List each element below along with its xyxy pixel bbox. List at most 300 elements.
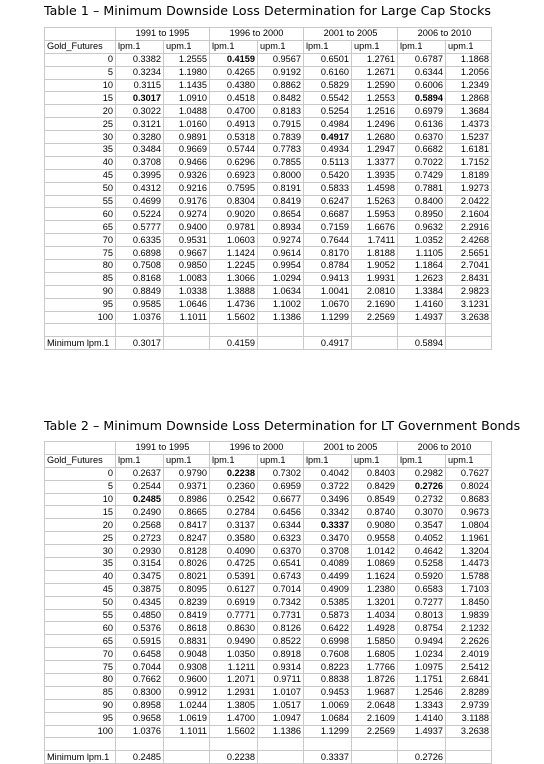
lpm-cell: 0.4699 — [116, 195, 164, 208]
upm-cell: 1.7766 — [352, 661, 398, 674]
empty-cell — [210, 324, 258, 337]
lpm-cell: 0.3484 — [116, 144, 164, 157]
lpm-cell: 0.6370 — [398, 131, 446, 144]
lpm-cell: 0.9453 — [304, 686, 352, 699]
gold-futures-cell: 100 — [45, 311, 116, 324]
minimum-lpm-cell: 0.3017 — [116, 337, 164, 350]
lpm-cell: 0.4499 — [304, 570, 352, 583]
upm-column-header: upm.1 — [446, 40, 492, 53]
upm-cell: 1.9273 — [446, 182, 492, 195]
lpm-cell: 0.4090 — [210, 545, 258, 558]
lpm-cell: 0.2637 — [116, 467, 164, 480]
period-header: 2001 to 2005 — [304, 442, 398, 455]
upm-cell: 1.2056 — [446, 66, 492, 79]
lpm-cell: 0.6979 — [398, 105, 446, 118]
upm-cell: 1.2553 — [352, 92, 398, 105]
gold-futures-cell: 0 — [45, 467, 116, 480]
table-row — [45, 661, 492, 674]
lpm-cell: 1.4160 — [398, 298, 446, 311]
lpm-cell: 0.8630 — [210, 622, 258, 635]
table-row — [45, 674, 492, 687]
lpm-cell: 1.0350 — [210, 648, 258, 661]
empty-cell — [352, 337, 398, 350]
upm-cell: 0.8618 — [164, 622, 210, 635]
lpm-cell: 0.8300 — [116, 686, 164, 699]
minimum-label: Minimum lpm.1 — [45, 751, 116, 764]
lpm-cell: 0.3475 — [116, 570, 164, 583]
empty-cell — [258, 738, 304, 751]
lpm-cell: 0.8950 — [398, 208, 446, 221]
upm-cell: 1.0910 — [164, 92, 210, 105]
minimum-lpm-cell: 0.2238 — [210, 751, 258, 764]
empty-cell — [45, 738, 116, 751]
upm-cell: 0.9558 — [352, 532, 398, 545]
lpm-cell: 0.7022 — [398, 156, 446, 169]
upm-cell: 0.8419 — [258, 195, 304, 208]
gold-futures-cell: 80 — [45, 260, 116, 273]
table-row — [45, 583, 492, 596]
upm-cell: 1.1624 — [352, 570, 398, 583]
lpm-cell: 0.5258 — [398, 558, 446, 571]
table-row — [45, 622, 492, 635]
lpm-cell: 0.6136 — [398, 118, 446, 131]
period-header: 2001 to 2005 — [304, 28, 398, 41]
lpm-cell: 0.6682 — [398, 144, 446, 157]
lpm-cell: 0.4052 — [398, 532, 446, 545]
upm-cell: 2.7041 — [446, 260, 492, 273]
upm-cell: 0.9274 — [164, 208, 210, 221]
gold-futures-cell: 30 — [45, 131, 116, 144]
empty-cell — [352, 738, 398, 751]
lpm-cell: 0.2723 — [116, 532, 164, 545]
lpm-cell: 1.0975 — [398, 661, 446, 674]
upm-cell: 1.3201 — [352, 596, 398, 609]
minimum-lpm-cell: 0.2485 — [116, 751, 164, 764]
lpm-cell: 0.3121 — [116, 118, 164, 131]
empty-cell — [446, 738, 492, 751]
table-row — [45, 195, 492, 208]
upm-cell: 1.0338 — [164, 285, 210, 298]
lpm-cell: 0.8170 — [304, 247, 352, 260]
upm-cell: 1.2671 — [352, 66, 398, 79]
upm-cell: 2.4268 — [446, 234, 492, 247]
upm-cell: 1.1002 — [258, 298, 304, 311]
minimum-lpm-cell: 0.4159 — [210, 337, 258, 350]
upm-cell: 0.9891 — [164, 131, 210, 144]
upm-cell: 0.9308 — [164, 661, 210, 674]
upm-cell: 0.9667 — [164, 247, 210, 260]
upm-cell: 0.8095 — [164, 583, 210, 596]
upm-cell: 2.8431 — [446, 272, 492, 285]
lpm-cell: 0.7595 — [210, 182, 258, 195]
lpm-cell: 0.5376 — [116, 622, 164, 635]
upm-cell: 2.5412 — [446, 661, 492, 674]
upm-cell: 1.5788 — [446, 570, 492, 583]
lpm-cell: 0.4265 — [210, 66, 258, 79]
upm-cell: 0.9326 — [164, 169, 210, 182]
upm-cell: 0.8549 — [352, 493, 398, 506]
upm-cell: 0.6344 — [258, 519, 304, 532]
upm-cell: 1.6181 — [446, 144, 492, 157]
table-2-title: Table 2 – Minimum Downside Loss Determination for LT Government Bonds — [44, 418, 521, 433]
upm-cell: 0.9192 — [258, 66, 304, 79]
upm-cell: 0.8239 — [164, 596, 210, 609]
upm-column-header: upm.1 — [258, 454, 304, 467]
lpm-cell: 0.6006 — [398, 79, 446, 92]
upm-cell: 0.8403 — [352, 467, 398, 480]
upm-cell: 1.6805 — [352, 648, 398, 661]
lpm-cell: 0.3137 — [210, 519, 258, 532]
lpm-cell: 1.5602 — [210, 725, 258, 738]
upm-cell: 1.4473 — [446, 558, 492, 571]
upm-cell: 0.6323 — [258, 532, 304, 545]
lpm-cell: 0.3875 — [116, 583, 164, 596]
table-row — [45, 105, 492, 118]
table-row — [45, 467, 492, 480]
lpm-cell: 0.6919 — [210, 596, 258, 609]
lpm-cell: 0.8400 — [398, 195, 446, 208]
table-row — [45, 92, 492, 105]
column-header-row — [45, 454, 492, 467]
upm-cell: 1.0244 — [164, 699, 210, 712]
table-row — [45, 686, 492, 699]
upm-column-header: upm.1 — [446, 454, 492, 467]
gold-futures-cell: 70 — [45, 648, 116, 661]
upm-cell: 0.8831 — [164, 635, 210, 648]
upm-cell: 2.0648 — [352, 699, 398, 712]
lpm-cell: 0.6998 — [304, 635, 352, 648]
lpm-cell: 0.5542 — [304, 92, 352, 105]
lpm-cell: 0.3722 — [304, 480, 352, 493]
upm-cell: 0.9600 — [164, 674, 210, 687]
gold-futures-cell: 75 — [45, 661, 116, 674]
table-row — [45, 480, 492, 493]
gold-futures-cell: 95 — [45, 298, 116, 311]
upm-cell: 0.8417 — [164, 519, 210, 532]
gold-futures-cell: 65 — [45, 221, 116, 234]
lpm-column-header: lpm.1 — [398, 40, 446, 53]
upm-cell: 1.1386 — [258, 311, 304, 324]
gold-futures-cell: 15 — [45, 92, 116, 105]
upm-cell: 0.7731 — [258, 609, 304, 622]
lpm-cell: 0.8849 — [116, 285, 164, 298]
upm-cell: 2.5651 — [446, 247, 492, 260]
period-header-row — [45, 442, 492, 455]
gold-futures-cell: 65 — [45, 635, 116, 648]
empty-cell — [398, 738, 446, 751]
empty-cell — [116, 738, 164, 751]
upm-cell: 0.8024 — [446, 480, 492, 493]
lpm-cell: 0.5777 — [116, 221, 164, 234]
upm-cell: 0.9080 — [352, 519, 398, 532]
lpm-cell: 1.2931 — [210, 686, 258, 699]
upm-cell: 0.9274 — [258, 234, 304, 247]
upm-cell: 0.7302 — [258, 467, 304, 480]
upm-cell: 0.6541 — [258, 558, 304, 571]
upm-cell: 0.9216 — [164, 182, 210, 195]
minimum-row — [45, 751, 492, 764]
empty-cell — [258, 324, 304, 337]
upm-cell: 1.1011 — [164, 725, 210, 738]
gold-futures-cell: 50 — [45, 182, 116, 195]
upm-cell: 0.9400 — [164, 221, 210, 234]
upm-cell: 0.7855 — [258, 156, 304, 169]
table-row — [45, 648, 492, 661]
upm-cell: 1.0947 — [258, 712, 304, 725]
gold-futures-cell: 75 — [45, 247, 116, 260]
lpm-cell: 1.2071 — [210, 674, 258, 687]
table-row — [45, 596, 492, 609]
table-row — [45, 144, 492, 157]
lpm-cell: 0.4518 — [210, 92, 258, 105]
lpm-cell: 1.0352 — [398, 234, 446, 247]
upm-cell: 1.8450 — [446, 596, 492, 609]
lpm-cell: 0.5744 — [210, 144, 258, 157]
upm-cell: 0.7839 — [258, 131, 304, 144]
lpm-cell: 1.0234 — [398, 648, 446, 661]
upm-cell: 2.9739 — [446, 699, 492, 712]
upm-cell: 1.3935 — [352, 169, 398, 182]
upm-cell: 1.5263 — [352, 195, 398, 208]
table-row — [45, 570, 492, 583]
lpm-cell: 0.5894 — [398, 92, 446, 105]
upm-cell: 0.9711 — [258, 674, 304, 687]
lpm-cell: 0.7508 — [116, 260, 164, 273]
upm-cell: 1.2680 — [352, 131, 398, 144]
minimum-row — [45, 337, 492, 350]
upm-cell: 1.2761 — [352, 53, 398, 66]
lpm-cell: 0.3070 — [398, 506, 446, 519]
minimum-lpm-cell: 0.3337 — [304, 751, 352, 764]
lpm-cell: 0.6501 — [304, 53, 352, 66]
lpm-cell: 0.6923 — [210, 169, 258, 182]
period-header: 1991 to 1995 — [116, 442, 210, 455]
lpm-cell: 0.4913 — [210, 118, 258, 131]
lpm-cell: 0.8784 — [304, 260, 352, 273]
upm-column-header: upm.1 — [258, 40, 304, 53]
upm-cell: 1.3684 — [446, 105, 492, 118]
lpm-cell: 0.8223 — [304, 661, 352, 674]
empty-cell — [446, 324, 492, 337]
lpm-cell: 0.8304 — [210, 195, 258, 208]
lpm-cell: 0.6335 — [116, 234, 164, 247]
upm-cell: 1.5953 — [352, 208, 398, 221]
upm-cell: 3.2638 — [446, 311, 492, 324]
upm-cell: 0.8191 — [258, 182, 304, 195]
upm-cell: 0.8128 — [164, 545, 210, 558]
lpm-cell: 1.0603 — [210, 234, 258, 247]
table-row — [45, 545, 492, 558]
lpm-cell: 0.3017 — [116, 92, 164, 105]
upm-cell: 1.5237 — [446, 131, 492, 144]
upm-cell: 1.4598 — [352, 182, 398, 195]
lpm-cell: 0.3342 — [304, 506, 352, 519]
upm-cell: 0.9314 — [258, 661, 304, 674]
lpm-cell: 0.4700 — [210, 105, 258, 118]
lpm-cell: 0.6247 — [304, 195, 352, 208]
table-row — [45, 247, 492, 260]
lpm-cell: 0.3496 — [304, 493, 352, 506]
gold-futures-cell: 10 — [45, 493, 116, 506]
upm-cell: 1.0517 — [258, 699, 304, 712]
upm-cell: 0.8429 — [352, 480, 398, 493]
upm-cell: 1.5850 — [352, 635, 398, 648]
lpm-cell: 0.6344 — [398, 66, 446, 79]
lpm-cell: 1.2546 — [398, 686, 446, 699]
upm-cell: 2.1690 — [352, 298, 398, 311]
lpm-cell: 0.8754 — [398, 622, 446, 635]
upm-cell: 1.2516 — [352, 105, 398, 118]
upm-cell: 1.0634 — [258, 285, 304, 298]
upm-cell: 1.4034 — [352, 609, 398, 622]
upm-cell: 2.1604 — [446, 208, 492, 221]
upm-cell: 1.2555 — [164, 53, 210, 66]
upm-cell: 0.9466 — [164, 156, 210, 169]
table-1 — [44, 27, 492, 350]
lpm-cell: 1.2623 — [398, 272, 446, 285]
lpm-cell: 1.0041 — [304, 285, 352, 298]
gold-futures-cell: 95 — [45, 712, 116, 725]
lpm-cell: 0.9413 — [304, 272, 352, 285]
table-row — [45, 131, 492, 144]
upm-cell: 1.9052 — [352, 260, 398, 273]
upm-cell: 0.6743 — [258, 570, 304, 583]
table-row — [45, 558, 492, 571]
gold-futures-cell: 80 — [45, 674, 116, 687]
minimum-label: Minimum lpm.1 — [45, 337, 116, 350]
empty-cell — [352, 324, 398, 337]
upm-cell: 0.8654 — [258, 208, 304, 221]
upm-cell: 2.2626 — [446, 635, 492, 648]
lpm-cell: 0.8958 — [116, 699, 164, 712]
lpm-cell: 1.1105 — [398, 247, 446, 260]
upm-cell: 1.8726 — [352, 674, 398, 687]
gold-futures-cell: 40 — [45, 156, 116, 169]
empty-cell — [210, 738, 258, 751]
table-2 — [44, 441, 492, 764]
lpm-cell: 0.5915 — [116, 635, 164, 648]
upm-cell: 2.8289 — [446, 686, 492, 699]
table-row — [45, 532, 492, 545]
upm-cell: 0.8986 — [164, 493, 210, 506]
row-header-label: Gold_Futures — [45, 454, 116, 467]
upm-cell: 1.7103 — [446, 583, 492, 596]
upm-cell: 1.6676 — [352, 221, 398, 234]
gold-futures-cell: 70 — [45, 234, 116, 247]
upm-cell: 0.7915 — [258, 118, 304, 131]
lpm-cell: 1.4140 — [398, 712, 446, 725]
lpm-cell: 0.3337 — [304, 519, 352, 532]
upm-cell: 0.9912 — [164, 686, 210, 699]
lpm-cell: 0.3708 — [304, 545, 352, 558]
upm-cell: 0.8665 — [164, 506, 210, 519]
upm-cell: 1.0488 — [164, 105, 210, 118]
row-header-label: Gold_Futures — [45, 40, 116, 53]
empty-cell — [164, 337, 210, 350]
table-row — [45, 234, 492, 247]
upm-cell: 1.3377 — [352, 156, 398, 169]
upm-cell: 3.1188 — [446, 712, 492, 725]
upm-cell: 3.1231 — [446, 298, 492, 311]
lpm-cell: 0.5254 — [304, 105, 352, 118]
lpm-cell: 0.3234 — [116, 66, 164, 79]
spacer-row — [45, 738, 492, 751]
lpm-cell: 1.0684 — [304, 712, 352, 725]
table-row — [45, 260, 492, 273]
lpm-cell: 0.7277 — [398, 596, 446, 609]
spacer-row — [45, 324, 492, 337]
lpm-cell: 0.5420 — [304, 169, 352, 182]
lpm-cell: 0.7662 — [116, 674, 164, 687]
table-row — [45, 182, 492, 195]
table-row — [45, 66, 492, 79]
lpm-cell: 0.4917 — [304, 131, 352, 144]
empty-cell — [45, 324, 116, 337]
minimum-lpm-cell: 0.2726 — [398, 751, 446, 764]
lpm-cell: 0.3580 — [210, 532, 258, 545]
lpm-cell: 0.7771 — [210, 609, 258, 622]
lpm-cell: 1.3888 — [210, 285, 258, 298]
lpm-cell: 1.3343 — [398, 699, 446, 712]
lpm-cell: 0.4042 — [304, 467, 352, 480]
lpm-cell: 0.8013 — [398, 609, 446, 622]
lpm-cell: 1.4937 — [398, 311, 446, 324]
upm-cell: 1.0142 — [352, 545, 398, 558]
upm-cell: 0.8934 — [258, 221, 304, 234]
lpm-cell: 0.3154 — [116, 558, 164, 571]
table-row — [45, 156, 492, 169]
upm-cell: 0.9954 — [258, 260, 304, 273]
upm-cell: 1.4373 — [446, 118, 492, 131]
empty-cell — [164, 324, 210, 337]
lpm-cell: 0.4089 — [304, 558, 352, 571]
upm-cell: 0.9176 — [164, 195, 210, 208]
table-row — [45, 519, 492, 532]
lpm-cell: 1.0376 — [116, 311, 164, 324]
upm-cell: 1.2349 — [446, 79, 492, 92]
empty-cell — [446, 751, 492, 764]
lpm-cell: 0.6687 — [304, 208, 352, 221]
lpm-cell: 0.5385 — [304, 596, 352, 609]
upm-cell: 0.7627 — [446, 467, 492, 480]
upm-cell: 0.9669 — [164, 144, 210, 157]
upm-cell: 0.8026 — [164, 558, 210, 571]
lpm-cell: 1.4937 — [398, 725, 446, 738]
lpm-cell: 0.5318 — [210, 131, 258, 144]
lpm-cell: 0.2485 — [116, 493, 164, 506]
upm-cell: 0.8862 — [258, 79, 304, 92]
upm-cell: 1.1011 — [164, 311, 210, 324]
period-header: 1991 to 1995 — [116, 28, 210, 41]
lpm-cell: 0.4159 — [210, 53, 258, 66]
upm-cell: 1.1980 — [164, 66, 210, 79]
gold-futures-cell: 60 — [45, 622, 116, 635]
lpm-cell: 0.2726 — [398, 480, 446, 493]
lpm-column-header: lpm.1 — [398, 454, 446, 467]
lpm-cell: 0.8838 — [304, 674, 352, 687]
header-corner-cell — [45, 28, 116, 41]
table-row — [45, 635, 492, 648]
gold-futures-cell: 90 — [45, 699, 116, 712]
lpm-cell: 0.5920 — [398, 570, 446, 583]
upm-column-header: upm.1 — [352, 454, 398, 467]
lpm-cell: 0.6787 — [398, 53, 446, 66]
lpm-cell: 0.5873 — [304, 609, 352, 622]
lpm-cell: 0.9020 — [210, 208, 258, 221]
lpm-cell: 1.1751 — [398, 674, 446, 687]
lpm-cell: 0.3995 — [116, 169, 164, 182]
upm-cell: 1.0160 — [164, 118, 210, 131]
